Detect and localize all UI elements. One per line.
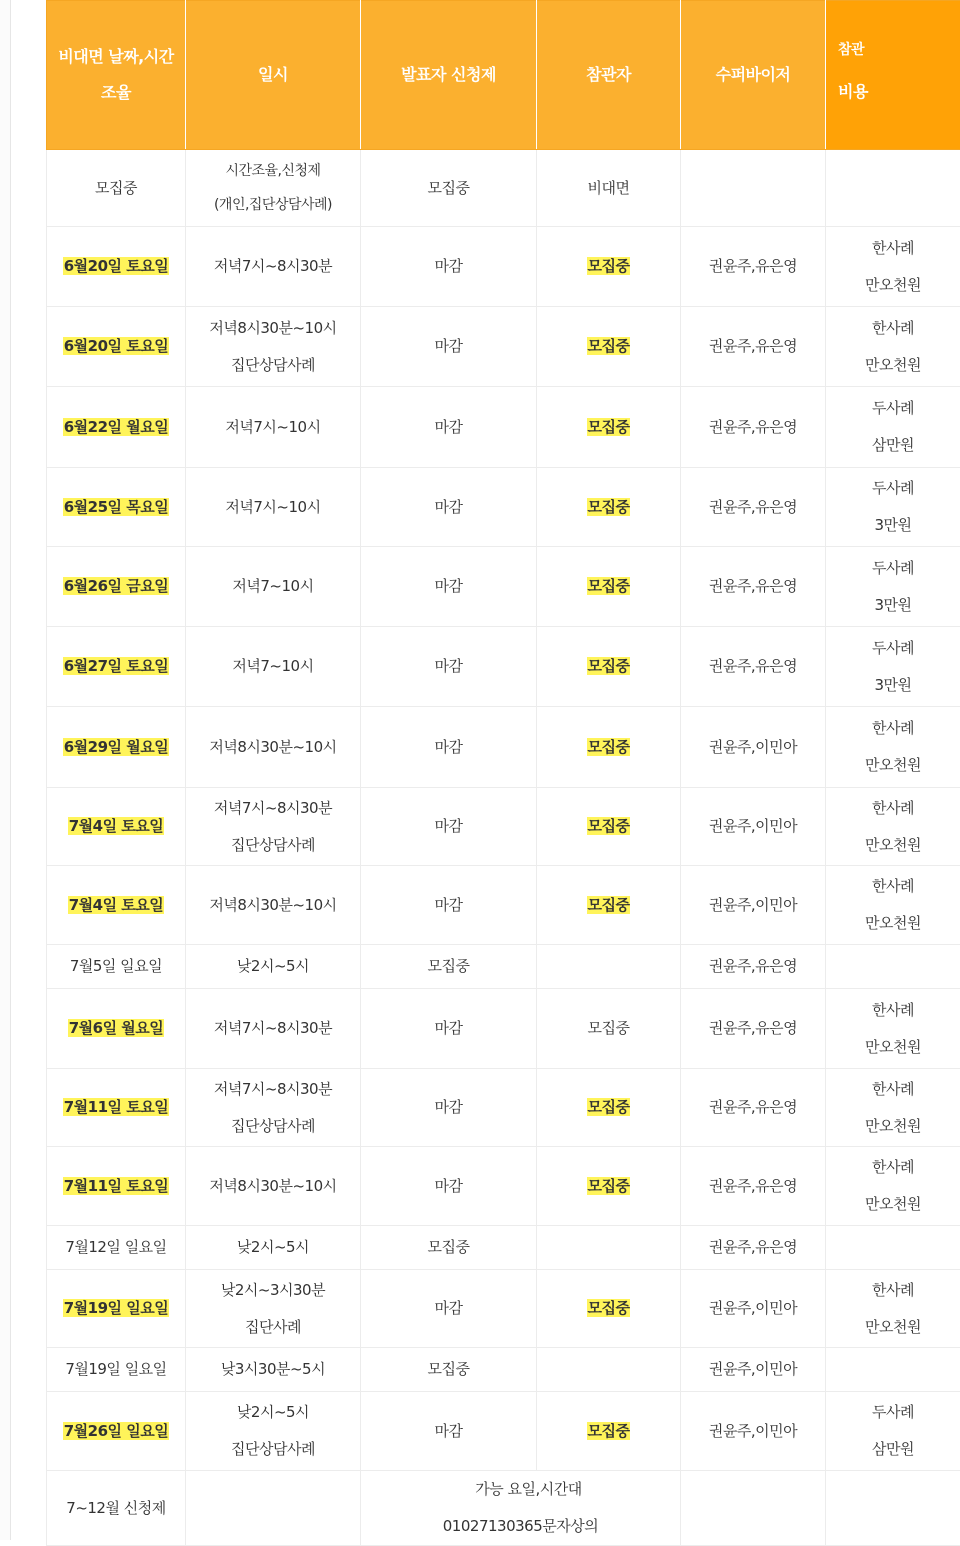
row-date-text: 6월22일 월요일 <box>63 418 169 436</box>
row-date-text: 6월29일 월요일 <box>63 738 169 756</box>
row-date <box>47 945 186 989</box>
row-cost-line: 한사례 <box>830 230 956 267</box>
row-presenter: 마감 <box>361 788 537 866</box>
schedule-row <box>47 387 960 468</box>
row-cost <box>826 627 960 707</box>
row-cost <box>826 707 960 788</box>
row-time-line: 저녁8시30분~10시 <box>190 310 356 347</box>
schedule-row <box>47 1069 960 1147</box>
row-time <box>186 945 361 989</box>
row-time <box>186 307 361 387</box>
intro-row <box>47 150 960 227</box>
schedule-row <box>47 1348 960 1392</box>
row-presenter: 마감 <box>361 387 537 468</box>
final-presenter-line1: 가능 요일,시간대 <box>365 1471 676 1508</box>
row-observer <box>537 307 681 387</box>
row-time-line: 저녁8시30분~10시 <box>190 1168 356 1205</box>
row-supervisor: 권윤주,이민아 <box>681 707 826 788</box>
row-time <box>186 1348 361 1392</box>
row-cost-line: 만오천원 <box>830 827 956 864</box>
row-time <box>186 227 361 307</box>
row-cost-line: 두사례 <box>830 630 956 667</box>
row-date-text: 7월4일 토요일 <box>68 896 165 914</box>
row-cost-line: 3만원 <box>830 587 956 624</box>
row-presenter: 마감 <box>361 866 537 945</box>
row-cost-line: 3만원 <box>830 667 956 704</box>
schedule-row <box>47 1270 960 1348</box>
schedule-row <box>47 1147 960 1226</box>
schedule-row <box>47 307 960 387</box>
row-observer-text: 모집중 <box>587 337 631 355</box>
row-date <box>47 1348 186 1392</box>
final-presenter <box>361 1471 681 1546</box>
row-time-line: 집단상담사례 <box>190 827 356 864</box>
row-cost <box>826 945 960 989</box>
header-observer: 참관자 <box>537 1 681 150</box>
row-cost-line: 3만원 <box>830 507 956 544</box>
row-cost-line: 만오천원 <box>830 905 956 942</box>
row-date-text: 7월4일 토요일 <box>68 817 165 835</box>
row-observer-text: 모집중 <box>587 657 631 675</box>
row-time-line: 낮2시~5시 <box>190 948 356 985</box>
row-supervisor: 권윤주,이민아 <box>681 1270 826 1348</box>
row-time-line: 저녁7시~8시30분 <box>190 1010 356 1047</box>
row-time <box>186 1270 361 1348</box>
row-date <box>47 989 186 1069</box>
row-cost-line: 한사례 <box>830 1272 956 1309</box>
row-time-line: 집단상담사례 <box>190 1431 356 1468</box>
left-border <box>0 0 11 1540</box>
row-date-text: 7월11일 토요일 <box>63 1098 169 1116</box>
row-supervisor: 권윤주,유은영 <box>681 989 826 1069</box>
row-time-line: 낮2시~3시30분 <box>190 1272 356 1309</box>
row-time-line: 낮2시~5시 <box>190 1229 356 1266</box>
header-presenter-line2: 신청제 <box>451 65 496 84</box>
row-date <box>47 1069 186 1147</box>
schedule-row <box>47 627 960 707</box>
row-cost-line: 두사례 <box>830 1394 956 1431</box>
row-cost-line: 한사례 <box>830 1149 956 1186</box>
row-date-text: 6월20일 토요일 <box>63 257 169 275</box>
row-supervisor: 권윤주,유은영 <box>681 1069 826 1147</box>
row-date-text: 7월19일 일요일 <box>63 1299 169 1317</box>
row-observer <box>537 945 681 989</box>
header-cost-line2: 비용 <box>838 82 868 101</box>
header-date <box>47 1 186 150</box>
row-time-line: 집단상담사례 <box>190 1108 356 1145</box>
row-time-line: 저녁7시~10시 <box>190 489 356 526</box>
row-observer-text: 모집중 <box>587 1422 631 1440</box>
row-supervisor: 권윤주,이민아 <box>681 1392 826 1471</box>
row-date-text: 6월27일 토요일 <box>63 657 169 675</box>
row-cost-line: 만오천원 <box>830 1029 956 1066</box>
row-cost-line: 한사례 <box>830 868 956 905</box>
row-time-line: 집단사례 <box>190 1309 356 1346</box>
row-date <box>47 707 186 788</box>
row-cost-line: 삼만원 <box>830 1431 956 1468</box>
row-presenter: 마감 <box>361 1392 537 1471</box>
schedule-row <box>47 788 960 866</box>
row-time <box>186 989 361 1069</box>
intro-time-line1: 시간조율,신청제 <box>190 154 356 188</box>
schedule-row <box>47 866 960 945</box>
row-date <box>47 227 186 307</box>
intro-time-line2: (개인,집단상담사례) <box>190 188 356 222</box>
row-date-text: 7월19일 일요일 <box>65 1360 166 1378</box>
row-time-line: 낮2시~5시 <box>190 1394 356 1431</box>
header-presenter-line1: 발표자 <box>401 65 446 84</box>
row-observer-text: 모집중 <box>587 498 631 516</box>
header-supervisor: 수퍼바이저 <box>681 1 826 150</box>
intro-observer: 비대면 <box>537 150 681 227</box>
header-time: 일시 <box>186 1 361 150</box>
row-date <box>47 627 186 707</box>
row-supervisor: 권윤주,유은영 <box>681 547 826 627</box>
row-cost-line: 만오천원 <box>830 1309 956 1346</box>
row-time <box>186 707 361 788</box>
row-supervisor: 권윤주,유은영 <box>681 468 826 547</box>
header-cost-line1: 참관 <box>838 40 956 60</box>
row-time-line: 저녁7시~8시30분 <box>190 248 356 285</box>
row-time-line: 저녁7시~8시30분 <box>190 790 356 827</box>
final-row <box>47 1471 960 1546</box>
row-observer <box>537 989 681 1069</box>
row-cost-line: 한사례 <box>830 710 956 747</box>
row-supervisor: 권윤주,이민아 <box>681 1348 826 1392</box>
row-presenter: 모집중 <box>361 1226 537 1270</box>
row-time-line: 저녁7~10시 <box>190 648 356 685</box>
row-cost <box>826 547 960 627</box>
row-presenter: 마감 <box>361 627 537 707</box>
row-date-text: 7월5일 일요일 <box>70 957 162 975</box>
row-cost <box>826 227 960 307</box>
row-date-text: 6월26일 금요일 <box>63 577 169 595</box>
row-cost <box>826 387 960 468</box>
header-date-line2: 날짜,시간조율 <box>101 47 174 102</box>
row-time <box>186 468 361 547</box>
row-cost-line: 만오천원 <box>830 1108 956 1145</box>
header-row <box>47 1 960 150</box>
row-supervisor: 권윤주,이민아 <box>681 788 826 866</box>
row-cost-line: 한사례 <box>830 1071 956 1108</box>
row-cost <box>826 989 960 1069</box>
row-cost <box>826 468 960 547</box>
final-time <box>186 1471 361 1546</box>
row-observer <box>537 788 681 866</box>
row-observer <box>537 1270 681 1348</box>
row-time-line: 저녁7시~8시30분 <box>190 1071 356 1108</box>
row-observer-text: 모집중 <box>587 896 631 914</box>
row-cost <box>826 866 960 945</box>
schedule-row <box>47 707 960 788</box>
row-time <box>186 547 361 627</box>
row-observer <box>537 547 681 627</box>
row-supervisor: 권윤주,유은영 <box>681 1226 826 1270</box>
final-presenter-line2: 01027130365문자상의 <box>365 1508 676 1545</box>
row-cost-line: 한사례 <box>830 992 956 1029</box>
row-date-text: 6월20일 토요일 <box>63 337 169 355</box>
row-cost <box>826 788 960 866</box>
row-observer-text: 모집중 <box>588 1019 630 1037</box>
row-cost <box>826 1348 960 1392</box>
row-cost <box>826 1392 960 1471</box>
intro-cost <box>826 150 960 227</box>
header-presenter <box>361 1 537 150</box>
row-cost-line: 한사례 <box>830 310 956 347</box>
row-time-line: 저녁8시30분~10시 <box>190 729 356 766</box>
schedule-row <box>47 989 960 1069</box>
row-date <box>47 547 186 627</box>
schedule-row <box>47 227 960 307</box>
row-presenter: 모집중 <box>361 1348 537 1392</box>
row-observer <box>537 227 681 307</box>
row-cost-line: 삼만원 <box>830 427 956 464</box>
row-observer-text: 모집중 <box>587 817 631 835</box>
row-observer-text: 모집중 <box>587 418 631 436</box>
schedule-table <box>46 0 960 1546</box>
row-time <box>186 1147 361 1226</box>
row-date-text: 7월11일 토요일 <box>63 1177 169 1195</box>
row-observer-text: 모집중 <box>587 257 631 275</box>
row-cost-line: 만오천원 <box>830 1186 956 1223</box>
final-cost <box>826 1471 960 1546</box>
row-time <box>186 387 361 468</box>
row-presenter: 마감 <box>361 227 537 307</box>
row-observer-text: 모집중 <box>587 1299 631 1317</box>
row-date <box>47 1147 186 1226</box>
row-date <box>47 866 186 945</box>
row-presenter: 마감 <box>361 1147 537 1226</box>
row-presenter: 마감 <box>361 1069 537 1147</box>
intro-presenter: 모집중 <box>361 150 537 227</box>
row-observer <box>537 468 681 547</box>
row-date <box>47 1270 186 1348</box>
row-observer <box>537 1069 681 1147</box>
row-observer <box>537 1392 681 1471</box>
row-observer <box>537 1348 681 1392</box>
final-date: 7~12월 신청제 <box>47 1471 186 1546</box>
row-observer <box>537 707 681 788</box>
row-supervisor: 권윤주,유은영 <box>681 945 826 989</box>
row-time-line: 저녁7~10시 <box>190 568 356 605</box>
row-time-line: 저녁7시~10시 <box>190 409 356 446</box>
row-supervisor: 권윤주,유은영 <box>681 307 826 387</box>
row-cost-line: 만오천원 <box>830 347 956 384</box>
row-observer <box>537 1147 681 1226</box>
row-cost <box>826 1147 960 1226</box>
row-cost-line: 만오천원 <box>830 267 956 304</box>
row-time-line: 집단상담사례 <box>190 347 356 384</box>
row-time-line: 저녁8시30분~10시 <box>190 887 356 924</box>
row-presenter: 마감 <box>361 707 537 788</box>
row-cost <box>826 307 960 387</box>
row-date <box>47 1226 186 1270</box>
row-date-text: 7월12일 일요일 <box>65 1238 166 1256</box>
row-presenter: 마감 <box>361 547 537 627</box>
row-date <box>47 307 186 387</box>
row-cost-line: 만오천원 <box>830 747 956 784</box>
row-presenter: 마감 <box>361 1270 537 1348</box>
row-date <box>47 1392 186 1471</box>
intro-supervisor <box>681 150 826 227</box>
row-date <box>47 387 186 468</box>
row-presenter: 모집중 <box>361 945 537 989</box>
row-date-text: 6월25일 목요일 <box>63 498 169 516</box>
intro-date: 모집중 <box>47 150 186 227</box>
schedule-row <box>47 547 960 627</box>
row-date <box>47 468 186 547</box>
row-supervisor: 권윤주,유은영 <box>681 387 826 468</box>
row-time <box>186 1069 361 1147</box>
row-cost <box>826 1270 960 1348</box>
row-supervisor: 권윤주,유은영 <box>681 227 826 307</box>
row-cost <box>826 1069 960 1147</box>
header-date-line1: 비대면 <box>58 47 103 66</box>
row-observer-text: 모집중 <box>587 577 631 595</box>
row-observer-text: 모집중 <box>587 1098 631 1116</box>
row-date-text: 7월26일 일요일 <box>63 1422 169 1440</box>
row-time-line: 낮3시30분~5시 <box>190 1351 356 1388</box>
row-time <box>186 866 361 945</box>
schedule-row <box>47 468 960 547</box>
row-cost-line: 두사례 <box>830 390 956 427</box>
row-cost <box>826 1226 960 1270</box>
intro-time <box>186 150 361 227</box>
row-supervisor: 권윤주,유은영 <box>681 1147 826 1226</box>
row-presenter: 마감 <box>361 989 537 1069</box>
schedule-row <box>47 1226 960 1270</box>
header-cost <box>826 1 960 150</box>
row-time <box>186 788 361 866</box>
row-observer <box>537 1226 681 1270</box>
row-cost-line: 두사례 <box>830 550 956 587</box>
row-time <box>186 1392 361 1471</box>
row-observer-text: 모집중 <box>587 1177 631 1195</box>
row-supervisor: 권윤주,유은영 <box>681 627 826 707</box>
row-date-text: 7월6일 월요일 <box>68 1019 165 1037</box>
row-observer-text: 모집중 <box>587 738 631 756</box>
row-cost-line: 한사례 <box>830 790 956 827</box>
schedule-row <box>47 1392 960 1471</box>
row-cost-line: 두사례 <box>830 470 956 507</box>
row-presenter: 마감 <box>361 468 537 547</box>
row-observer <box>537 627 681 707</box>
row-presenter: 마감 <box>361 307 537 387</box>
final-supervisor <box>681 1471 826 1546</box>
row-time <box>186 627 361 707</box>
row-date <box>47 788 186 866</box>
schedule-row <box>47 945 960 989</box>
row-observer <box>537 866 681 945</box>
row-supervisor: 권윤주,이민아 <box>681 866 826 945</box>
row-time <box>186 1226 361 1270</box>
row-observer <box>537 387 681 468</box>
